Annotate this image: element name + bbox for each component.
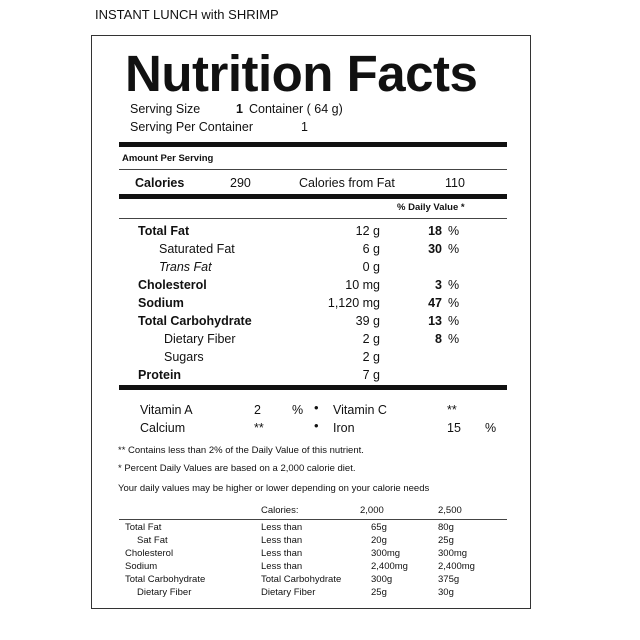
nutrient-daily-value: 8 [435, 332, 442, 346]
nutrient-daily-value: 18 [428, 224, 442, 238]
nutrient-name-dietary-fiber: Dietary Fiber [164, 332, 236, 346]
divider-thick [119, 385, 507, 390]
footnote-less-than-2-percent: ** Contains less than 2% of the Daily Value of this nutrient. [118, 445, 364, 456]
nutrient-name-cholesterol: Cholesterol [138, 278, 207, 292]
reference-row-value-2500: 300mg [438, 548, 468, 559]
iron-percent: % [485, 421, 497, 435]
reference-row-value-2000: 25g [371, 587, 387, 598]
product-name: INSTANT LUNCH with SHRIMP [95, 7, 279, 22]
reference-col-2000: 2,000 [360, 505, 384, 516]
amount-per-serving: Amount Per Serving [122, 153, 214, 164]
calories-from-fat-value: 110 [445, 176, 465, 190]
vitamin-a-percent: % [292, 403, 304, 417]
divider-thick [119, 142, 507, 147]
calories-value: 290 [230, 176, 251, 190]
calcium-label: Calcium [140, 421, 186, 435]
divider-thick [119, 194, 507, 199]
vitamin-a-value: 2 [254, 403, 261, 417]
reference-row-limit: Less than [261, 535, 303, 546]
reference-row-value-2500: 30g [438, 587, 454, 598]
nutrient-amount: 10 mg [345, 278, 380, 292]
nutrient-name-saturated-fat: Saturated Fat [159, 242, 235, 256]
calories-label: Calories [135, 176, 185, 190]
nutrient-amount: 7 g [362, 368, 380, 382]
nutrient-name-sugars: Sugars [164, 350, 204, 364]
nutrient-name-protein: Protein [138, 368, 182, 382]
nutrient-amount: 12 g [355, 224, 380, 238]
footnote-percent-basis: * Percent Daily Values are based on a 2,000 calorie diet. [118, 463, 356, 474]
calcium-value: ** [254, 421, 264, 435]
label-title: Nutrition Facts [125, 45, 478, 102]
nutrient-daily-value: 13 [428, 314, 442, 328]
percent-sign: % [448, 332, 460, 346]
iron-label: Iron [333, 421, 355, 435]
reference-row-name: Sat Fat [137, 535, 168, 546]
bullet-icon: • [314, 418, 319, 433]
reference-calories-label: Calories: [261, 505, 299, 516]
servings-per-container-label: Serving Per Container [130, 120, 253, 134]
nutrient-amount: 2 g [362, 350, 380, 364]
iron-value: 15 [447, 421, 461, 435]
reference-row-limit: Total Carbohydrate [261, 574, 342, 585]
nutrient-amount: 6 g [362, 242, 380, 256]
calories-from-fat-label: Calories from Fat [299, 176, 395, 190]
serving-size-label: Serving Size [130, 102, 201, 116]
percent-sign: % [448, 224, 460, 238]
percent-sign: % [448, 278, 460, 292]
reference-row-name: Dietary Fiber [137, 587, 192, 598]
percent-sign: % [448, 314, 460, 328]
reference-row-value-2500: 80g [438, 522, 454, 533]
nutrient-amount: 39 g [355, 314, 380, 328]
reference-row-name: Total Carbohydrate [125, 574, 206, 585]
reference-col-2500: 2,500 [438, 505, 462, 516]
reference-row-value-2500: 375g [438, 574, 460, 585]
nutrient-name-total-carbohydrate: Total Carbohydrate [138, 314, 252, 328]
reference-row-value-2000: 2,400mg [371, 561, 408, 572]
nutrition-label [91, 35, 531, 609]
reference-row-value-2000: 65g [371, 522, 387, 533]
nutrient-name-total-fat: Total Fat [138, 224, 190, 238]
servings-per-container-value: 1 [301, 120, 308, 134]
nutrient-daily-value: 47 [428, 296, 442, 310]
nutrient-daily-value: 30 [428, 242, 442, 256]
footnote-may-vary: Your daily values may be higher or lower depending on your calorie needs [118, 483, 430, 494]
reference-row-name: Cholesterol [125, 548, 174, 559]
daily-value-header: % Daily Value * [397, 202, 465, 213]
nutrient-amount: 0 g [362, 260, 380, 274]
nutrient-amount: 1,120 mg [327, 296, 380, 310]
reference-row-value-2500: 25g [438, 535, 454, 546]
reference-row-limit: Less than [261, 561, 303, 572]
reference-row-name: Total Fat [125, 522, 162, 533]
nutrient-daily-value: 3 [435, 278, 442, 292]
reference-row-limit: Dietary Fiber [261, 587, 316, 598]
reference-row-value-2000: 20g [371, 535, 387, 546]
vitamin-a-label: Vitamin A [140, 403, 193, 417]
percent-sign: % [448, 242, 460, 256]
reference-row-limit: Less than [261, 548, 303, 559]
vitamin-c-label: Vitamin C [333, 403, 387, 417]
reference-row-limit: Less than [261, 522, 303, 533]
reference-row-name: Sodium [125, 561, 158, 572]
divider-thin [119, 169, 507, 170]
serving-size-amount: 1 [236, 102, 243, 116]
divider-thin [119, 519, 507, 520]
percent-sign: % [448, 296, 460, 310]
nutrient-amount: 2 g [362, 332, 380, 346]
nutrient-name-trans-fat: Trans Fat [159, 260, 212, 274]
nutrient-name-sodium: Sodium [138, 296, 184, 310]
reference-row-value-2000: 300g [371, 574, 393, 585]
vitamin-c-value: ** [447, 403, 457, 417]
reference-row-value-2000: 300mg [371, 548, 401, 559]
reference-row-value-2500: 2,400mg [438, 561, 475, 572]
serving-size-unit: Container ( 64 g) [249, 102, 343, 116]
bullet-icon: • [314, 400, 319, 415]
divider-thin [119, 218, 507, 219]
